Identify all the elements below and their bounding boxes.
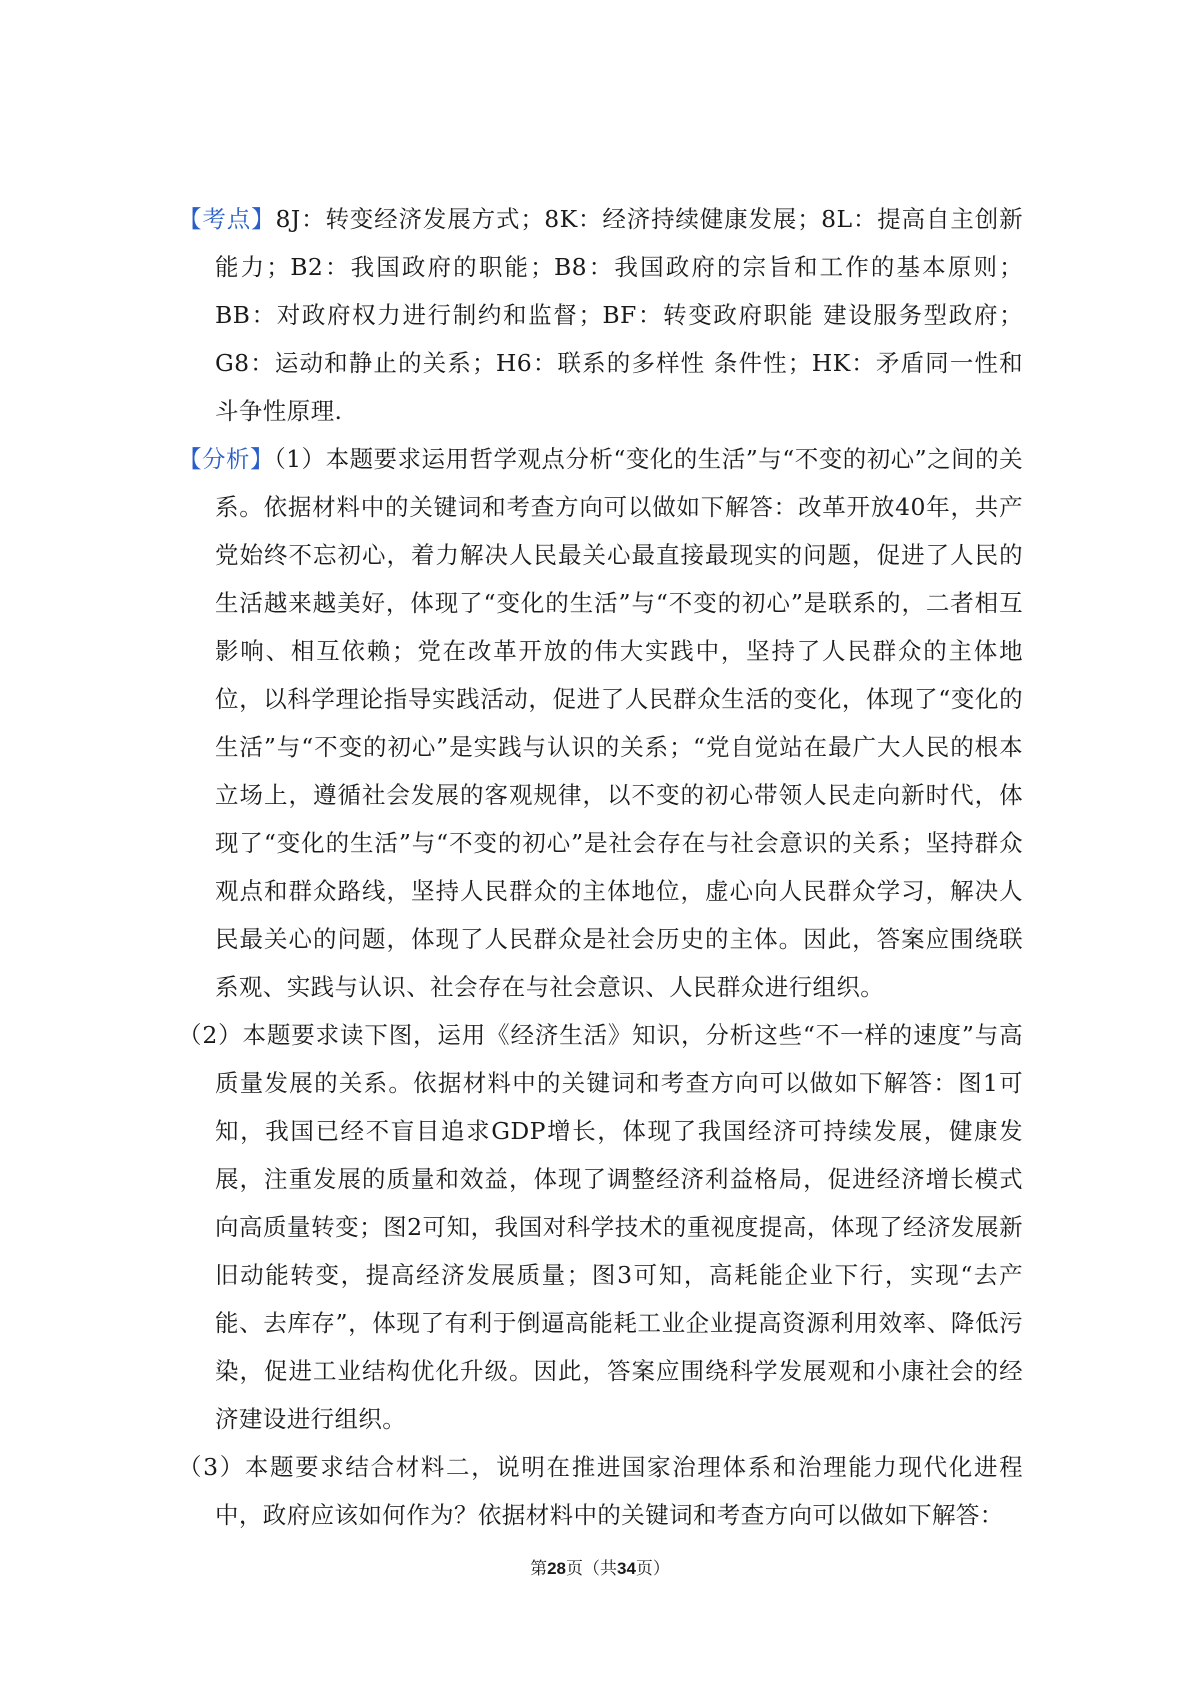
part2-paragraph: （2）本题要求读下图，运用《经济生活》知识，分析这些“不一样的速度”与高质量发展的关系。依据材料中的关键词和考查方向可以做如下解答：图1可知，我国已经不盲目追求GDP增长，体现了我国经济可持续发展，健康发展，注重发展的质量和效益，体现了调整经济利益格局，促进经济增长模式向高质量转变；图2可知，我国对科学技术的重视度提高，体现了经济发展新旧动能转变，提高经济发展质量；图3可知，高耗能企业下行，实现“去产能、去库存”，体现了有利于倒逼高能耗工业企业提高资源利用效率、降低污染，促进工业结构优化升级。因此，答案应围绕科学发展观和小康社会的经济建设进行组织。 bbox=[178, 1021, 1023, 1433]
footer-prefix: 第 bbox=[530, 1559, 548, 1579]
answer-explanation bbox=[178, 195, 1023, 1539]
footer-middle: 页（共 bbox=[566, 1559, 617, 1579]
kaodian-text: 8J：转变经济发展方式；8K：经济持续健康发展；8L：提高自主创新能力；B2：我国政府的职能；B8：我国政府的宗旨和工作的基本原则；BB：对政府权力进行制约和监督；BF：转变政府职能 建设服务型政府；G8：运动和静止的关系；H6：联系的多样性 条件性；HK：矛盾同一性和斗争性原理. bbox=[215, 205, 1023, 425]
footer-suffix: 页） bbox=[635, 1559, 670, 1579]
current-page-number: 28 bbox=[547, 1559, 566, 1578]
kaodian-label: 【考点】 bbox=[178, 205, 276, 233]
total-page-number: 34 bbox=[617, 1559, 636, 1578]
page-footer bbox=[0, 1554, 1200, 1579]
fenxi-text: （1）本题要求运用哲学观点分析“变化的生活”与“不变的初心”之间的关系。依据材料中的关键词和考查方向可以做如下解答：改革开放40年，共产党始终不忘初心，着力解决人民最关心最直接最现实的问题，促进了人民的生活越来越美好，体现了“变化的生活”与“不变的初心”是联系的，二者相互影响、相互依赖；党在改革开放的伟大实践中，坚持了人民群众的主体地位，以科学理论指导实践活动，促进了人民群众生活的变化，体现了“变化的生活”与“不变的初心”是实践与认识的关系；“党自觉站在最广大人民的根本立场上，遵循社会发展的客观规律，以不变的初心带领人民走向新时代，体现了“变化的生活”与“不变的初心”是社会存在与社会意识的关系；坚持群众观点和群众路线，坚持人民群众的主体地位，虚心向人民群众学习，解决人民最关心的问题，体现了人民群众是社会历史的主体。因此，答案应围绕联系观、实践与认识、社会存在与社会意识、人民群众进行组织。 bbox=[215, 445, 1023, 1001]
fenxi-label: 【分析】 bbox=[178, 445, 274, 473]
fenxi-paragraph bbox=[178, 435, 1023, 1011]
part3-paragraph: （3）本题要求结合材料二，说明在推进国家治理体系和治理能力现代化进程中，政府应该如何作为？依据材料中的关键词和考查方向可以做如下解答： bbox=[178, 1453, 1023, 1529]
kaodian-paragraph bbox=[178, 195, 1023, 435]
